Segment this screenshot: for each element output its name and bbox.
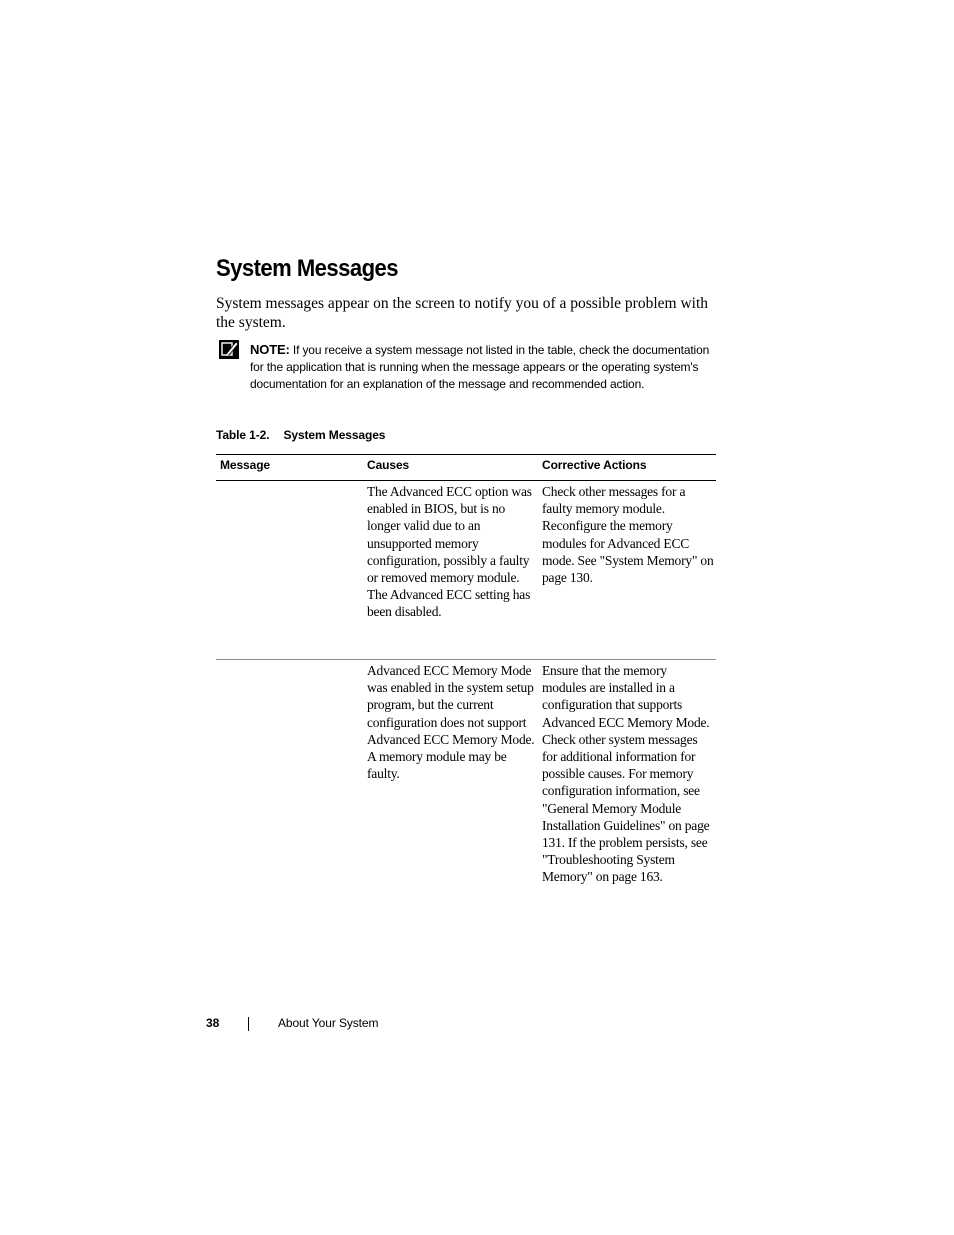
- note-text-block: [250, 341, 720, 393]
- footer-page-number: 38: [206, 1016, 220, 1030]
- table-row-2-actions: Ensure that the memory modules are installed in a configuration that supports Advanced ECC Memory Mode. Check other system messages for additional information for possible causes. For memory configuration information, see "General Memory Module Installation Guidelines" on page 131. If the problem persists, see "Troubleshooting System Memory" on page 163.: [542, 663, 710, 885]
- table-header-message: Message: [220, 458, 270, 472]
- table-header-actions: Corrective Actions: [542, 458, 647, 472]
- table-top-rule: [216, 454, 716, 455]
- footer-separator: [248, 1017, 249, 1031]
- table-header-rule: [216, 480, 716, 481]
- note-pencil-icon: [219, 340, 239, 359]
- footer-section-title: About Your System: [278, 1016, 379, 1030]
- table-caption: [216, 428, 385, 442]
- table-row-divider: [216, 659, 716, 660]
- note-label: NOTE:: [250, 342, 290, 357]
- table-header-causes: Causes: [367, 458, 410, 472]
- table-row-1-causes: The Advanced ECC option was enabled in BIOS, but is no longer valid due to an unsupported memory configuration, possibly a faulty or removed memory module. The Advanced ECC setting has been disabled.: [367, 484, 532, 620]
- intro-paragraph: System messages appear on the screen to notify you of a possible problem with the system.: [216, 295, 709, 331]
- table-row-2-causes: Advanced ECC Memory Mode was enabled in the system setup program, but the current configuration does not support Advanced ECC Memory Mode. A memory module may be faulty.: [367, 663, 535, 782]
- table-caption-number: Table 1-2.: [216, 428, 270, 442]
- page-title: System Messages: [216, 255, 398, 282]
- table-row-1-actions: Check other messages for a faulty memory module. Reconfigure the memory modules for Advanced ECC mode. See "System Memory" on page 130.: [542, 484, 714, 586]
- note-body: If you receive a system message not listed in the table, check the documentation for the application that is running when the message appears or the operating system's documentation for an explanation of the message and recommended action.: [250, 343, 710, 391]
- table-caption-title: System Messages: [283, 428, 386, 442]
